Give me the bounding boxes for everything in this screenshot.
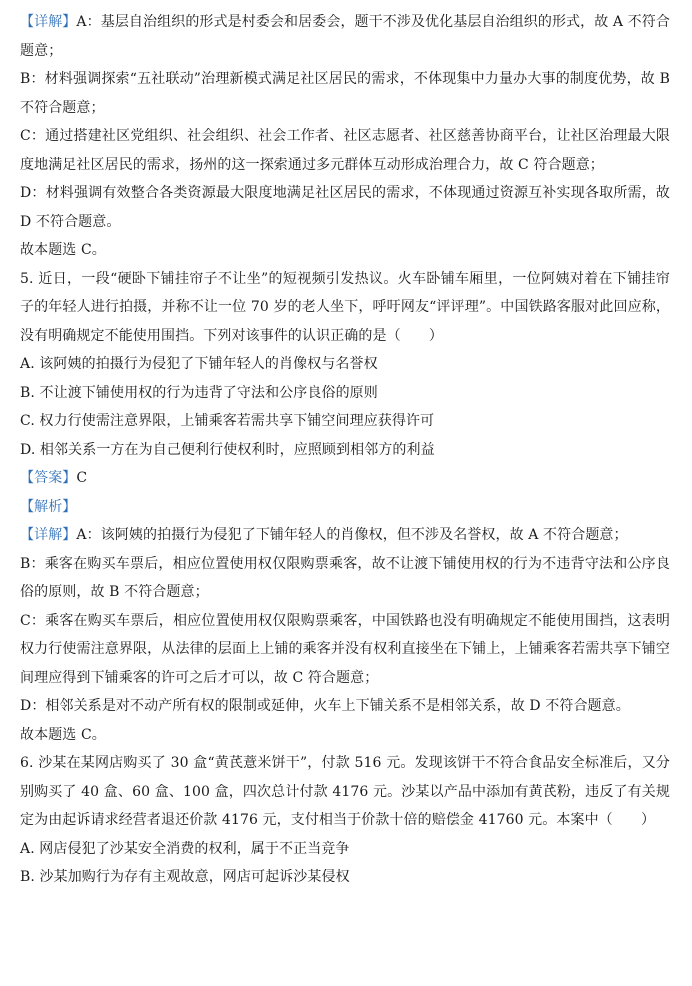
q4-detail-d: D：材料强调有效整合各类资源最大限度地满足社区居民的需求，不体现通过资源互补实现各取所需，故 D 不符合题意。 [20, 185, 670, 230]
q4-conclusion: 故本题选 C。 [20, 242, 106, 258]
q5-stem: 5. 近日，一段“硬卧下铺挂帘子不让坐”的短视频引发热议。火车卧铺车厢里，一位阿姨对着在下铺挂帘子的年轻人进行拍摄，并称不让一位 70 岁的老人坐下，呼吁网友“评评理”。中国铁路客服对此回应称，没有明确规定不能使用围挡。下列对该事件的认识正确的是（ ） [20, 270, 670, 344]
q5-option-c: C. 权力行使需注意界限，上铺乘客若需共享下铺空间理应获得许可 [20, 413, 435, 429]
q4-detail-a-text: A：基层自治组织的形式是村委会和居委会，题干不涉及优化基层自治组织的形式，故 A 不符合题意； [20, 14, 670, 59]
q4-detail-c: C：通过搭建社区党组织、社会组织、社会工作者、社区志愿者、社区慈善协商平台，让社区治理最大限度地满足社区居民的需求，扬州的这一探索通过多元群体互动形成治理合力，故 C 符合题意； [20, 128, 670, 173]
q5-detail-a [20, 521, 670, 550]
q5-detail-b: B：乘客在购买车票后，相应位置使用权仅限购票乘客，故不让渡下铺使用权的行为不违背守法和公序良俗的原则，故 B 不符合题意； [20, 555, 670, 600]
analysis-tag: 【解析】 [20, 498, 77, 515]
q5-detail-c: C：乘客在购买车票后，相应位置使用权仅限购票乘客，中国铁路也没有明确规定不能使用围挡，这表明权力行使需注意界限，从法律的层面上上铺的乘客并没有权利直接坐在下铺上，上铺乘客若需共享下铺空间理应得到下铺乘客的许可之后才可以，故 C 符合题意； [20, 612, 670, 686]
q4-detail-b: B：材料强调探索“五社联动”治理新模式满足社区居民的需求，不体现集中力量办大事的制度优势，故 B 不符合题意； [20, 71, 670, 116]
answer-value: C [76, 470, 88, 486]
q5-option-b: B. 不让渡下铺使用权的行为违背了守法和公序良俗的原则 [20, 384, 378, 401]
q5-detail-d: D：相邻关系是对不动产所有权的限制或延伸，火车上下铺关系不是相邻关系，故 D 不符合题意。 [20, 698, 630, 714]
q4-detail-a [20, 8, 670, 65]
q6-stem: 6. 沙某在某网店购买了 30 盒“黄芪薏米饼干”，付款 516 元。发现该饼干不符合食品安全标准后，又分别购买了 40 盒、60 盒、100 盒，四次总计付款 4176 元。沙某以产品中添加有黄芪粉，违反了有关规定为由起诉请求经营者退还价款 4176 元，支付相当于价款十倍的赔偿金 41760 元。本案中（ ） [20, 755, 670, 828]
answer-tag: 【答案】 [20, 470, 77, 486]
q6-option-a: A. 网店侵犯了沙某安全消费的权利，属于不正当竞争 [20, 840, 350, 857]
detail-tag: 【详解】 [20, 14, 77, 30]
detail-tag: 【详解】 [20, 527, 77, 543]
q5-detail-a-text: A：该阿姨的拍摄行为侵犯了下铺年轻人的肖像权，但不涉及名誉权，故 A 不符合题意； [76, 527, 628, 543]
q5-answer [20, 464, 670, 493]
q5-option-d: D. 相邻关系一方在为自己便利行使权利时，应照顾到相邻方的利益 [20, 441, 435, 458]
q6-option-b: B. 沙某加购行为存有主观故意，网店可起诉沙某侵权 [20, 869, 350, 885]
q5-analysis-heading [20, 493, 670, 522]
q5-option-a: A. 该阿姨的拍摄行为侵犯了下铺年轻人的肖像权与名誉权 [20, 356, 378, 372]
q5-conclusion: 故本题选 C。 [20, 726, 106, 743]
